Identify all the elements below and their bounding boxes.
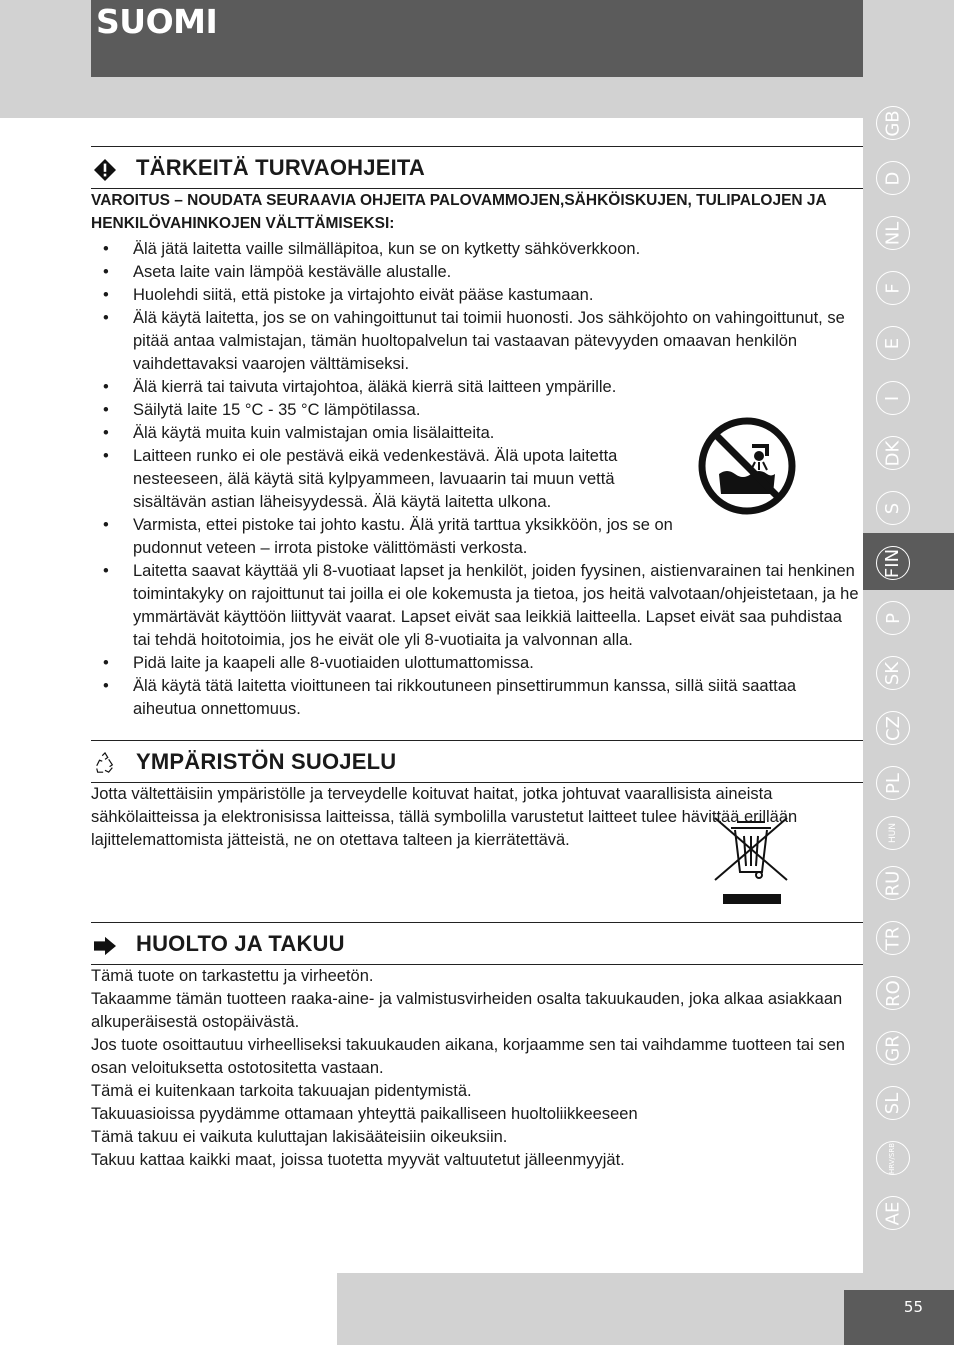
page-title: SUOMI bbox=[96, 2, 218, 41]
language-tab-label: PL bbox=[882, 772, 904, 794]
recycle-icon bbox=[93, 752, 117, 774]
language-tab-label: F bbox=[882, 282, 904, 294]
safety-item: • Laitetta saavat käyttää yli 8-vuotiaat lapset ja henkilöt, joiden fyysinen, aistienvarainen tai henkinen toimintakyky on rajoittunut tai joilla ei ole kokemusta ja tietoa, jos heitä valvotaan/ohjeistetaan, ja he ymmärtävät käyttöön liittyvät vaarat. Lapset eivät saa leikkiä laitteella. Lapset eivät saa puhdistaa tai tehdä hoitotoimia, jos he eivät ole yli 8-vuotiaita ja valvonnan alla. bbox=[91, 560, 863, 652]
warranty-line: Takuuasioissa pyydämme ottamaan yhteyttä paikalliseen huoltoliikkeeseen bbox=[91, 1105, 638, 1123]
safety-section bbox=[91, 146, 863, 721]
warranty-line: Takaamme tämän tuotteen raaka-aine- ja valmistusvirheiden osalta takuukauden, joka alkaa asiakkaan alkuperäisestä ostopäivästä. bbox=[91, 990, 843, 1031]
safety-item: • Laitteen runko ei ole pestävä eikä vedenkestävä. Älä upota laitetta nesteeseen, älä käytä sitä kylpyammeen, lavuaarin tai muun vettä sisältävän astian läheisyydessä. Älä käytä laitetta ulkona. bbox=[91, 445, 863, 514]
language-tab-nl[interactable] bbox=[876, 216, 910, 250]
language-tab-label: D bbox=[882, 171, 904, 185]
safety-item: • Älä käytä laitetta, jos se on vahingoittunut tai toimii huonosti. Jos sähköjohto on vahingoittunut, se pitää antaa valmistajan, tämän huoltopalvelun tai vastaavan pätevyyden omaavan henkilön vaihdettavaksi vaarojen välttämiseksi. bbox=[91, 307, 863, 376]
language-tab-f[interactable] bbox=[876, 271, 910, 305]
language-tab-label: RO bbox=[882, 979, 904, 1007]
no-water-icon bbox=[697, 416, 797, 516]
page-number: 55 bbox=[903, 1298, 923, 1316]
language-tab-label: NL bbox=[882, 221, 904, 245]
language-tab-i[interactable] bbox=[876, 381, 910, 415]
warranty-line: Tämä ei kuitenkaan tarkoita takuuajan pidentymistä. bbox=[91, 1082, 472, 1100]
language-tab-label: GB bbox=[882, 109, 904, 137]
safety-item: • Huolehdi siitä, että pistoke ja virtajohto eivät pääse kastumaan. bbox=[91, 284, 863, 307]
warranty-line: Tämä takuu ei vaikuta kuluttajan lakisääteisiin oikeuksiin. bbox=[91, 1128, 508, 1146]
warranty-heading: HUOLTO JA TAKUU bbox=[136, 931, 345, 956]
arrow-right-icon bbox=[93, 935, 117, 957]
language-tab-label: E bbox=[882, 337, 904, 349]
language-tab-ae[interactable] bbox=[876, 1196, 910, 1230]
language-tab-label: HRV/SRB bbox=[888, 1142, 897, 1174]
content bbox=[91, 146, 863, 1172]
language-tab-e[interactable] bbox=[876, 326, 910, 360]
safety-item: • Säilytä laite 15 °C - 35 °C lämpötilassa. bbox=[91, 399, 863, 422]
warning-icon bbox=[93, 159, 117, 181]
language-tab-label: GR bbox=[882, 1034, 904, 1062]
language-tab-label: TR bbox=[882, 926, 904, 950]
safety-warning: VAROITUS – NOUDATA SEURAAVIA OHJEITA PALOVAMMOJEN,SÄHKÖISKUJEN, TULIPALOJEN JA HENKILÖVAHINKOJEN VÄLTTÄMISEKSI: bbox=[91, 192, 827, 232]
safety-item: • Aseta laite vain lämpöä kestävälle alustalle. bbox=[91, 261, 863, 284]
language-tab-sk[interactable] bbox=[876, 656, 910, 690]
warranty-line: Takuu kattaa kaikki maat, joissa tuotetta myyvät valtuutetut jälleenmyyjät. bbox=[91, 1151, 625, 1169]
language-tab-hun[interactable] bbox=[876, 816, 910, 850]
language-tab-label: SL bbox=[882, 1092, 904, 1114]
safety-heading: TÄRKEITÄ TURVAOHJEITA bbox=[136, 155, 425, 180]
language-tab-label: P bbox=[882, 612, 904, 624]
language-tab-label: S bbox=[882, 502, 904, 514]
warranty-line: Jos tuote osoittautuu virheelliseksi takuukauden aikana, korjaamme sen tai vaihdamme tuotteen tai sen osan veloituksetta ostotositetta vastaan. bbox=[91, 1036, 845, 1077]
warranty-section bbox=[91, 922, 863, 1172]
language-tab-ru[interactable] bbox=[876, 866, 910, 900]
language-tab-p[interactable] bbox=[876, 601, 910, 635]
language-tab-cz[interactable] bbox=[876, 711, 910, 745]
language-tab-hrv-srb[interactable] bbox=[876, 1141, 910, 1175]
language-tab-tr[interactable] bbox=[876, 921, 910, 955]
language-tab-label: DK bbox=[882, 440, 904, 466]
environment-text: Jotta vältettäisiin ympäristölle ja terveydelle koituvat haitat, jotka johtuvat vaarallisista aineista sähkölaitteissa ja elektronisissa laitteissa, tällä symbolilla varustetut laitteet tulee hävittää erillään lajittelemattomista jätteistä, ne on otettava talteen ja kierrätettävä. bbox=[91, 785, 798, 849]
language-tab-label: CZ bbox=[882, 715, 904, 741]
page-number-box bbox=[844, 1290, 954, 1345]
safety-item: • Älä käytä tätä laitetta vioittuneen tai rikkoutuneen pinsettirummun kanssa, sillä siitä saattaa aiheutua onnettomuus. bbox=[91, 675, 863, 721]
environment-section bbox=[91, 740, 863, 852]
language-tab-pl[interactable] bbox=[876, 766, 910, 800]
language-tab-ro[interactable] bbox=[876, 976, 910, 1010]
language-tab-dk[interactable] bbox=[876, 436, 910, 470]
safety-item: • Älä käytä muita kuin valmistajan omia lisälaitteita. bbox=[91, 422, 863, 445]
warranty-text bbox=[91, 965, 863, 1172]
safety-header bbox=[91, 146, 863, 189]
language-tab-label: I bbox=[882, 395, 904, 401]
language-tab-label: HUN bbox=[888, 822, 898, 844]
title-bar bbox=[91, 0, 863, 77]
language-tab-fin[interactable] bbox=[876, 546, 910, 580]
environment-header bbox=[91, 740, 863, 783]
weee-bin-icon bbox=[713, 816, 789, 906]
language-tab-gb[interactable] bbox=[876, 106, 910, 140]
language-tab-d[interactable] bbox=[876, 161, 910, 195]
safety-item: • Älä kierrä tai taivuta virtajohtoa, äläkä kierrä sitä laitteen ympärille. bbox=[91, 376, 863, 399]
safety-item: • Älä jätä laitetta vaille silmälläpitoa, kun se on kytketty sähköverkkoon. bbox=[91, 238, 863, 261]
safety-item: • Varmista, ettei pistoke tai johto kastu. Älä yritä tarttua yksikköön, jos se on pudonnut veteen – irrota pistoke välittömästi verkosta. bbox=[91, 514, 863, 560]
warranty-line: Tämä tuote on tarkastettu ja virheetön. bbox=[91, 967, 374, 985]
environment-heading: YMPÄRISTÖN SUOJELU bbox=[136, 749, 397, 774]
warranty-header bbox=[91, 922, 863, 965]
safety-item: • Pidä laite ja kaapeli alle 8-vuotiaiden ulottumattomissa. bbox=[91, 652, 863, 675]
language-tab-label: FIN bbox=[882, 548, 904, 578]
language-tab-label: RU bbox=[882, 870, 904, 896]
language-tab-label: SK bbox=[882, 661, 904, 685]
language-tab-s[interactable] bbox=[876, 491, 910, 525]
language-tab-label: AE bbox=[882, 1201, 904, 1225]
language-tab-sl[interactable] bbox=[876, 1086, 910, 1120]
language-tab-gr[interactable] bbox=[876, 1031, 910, 1065]
